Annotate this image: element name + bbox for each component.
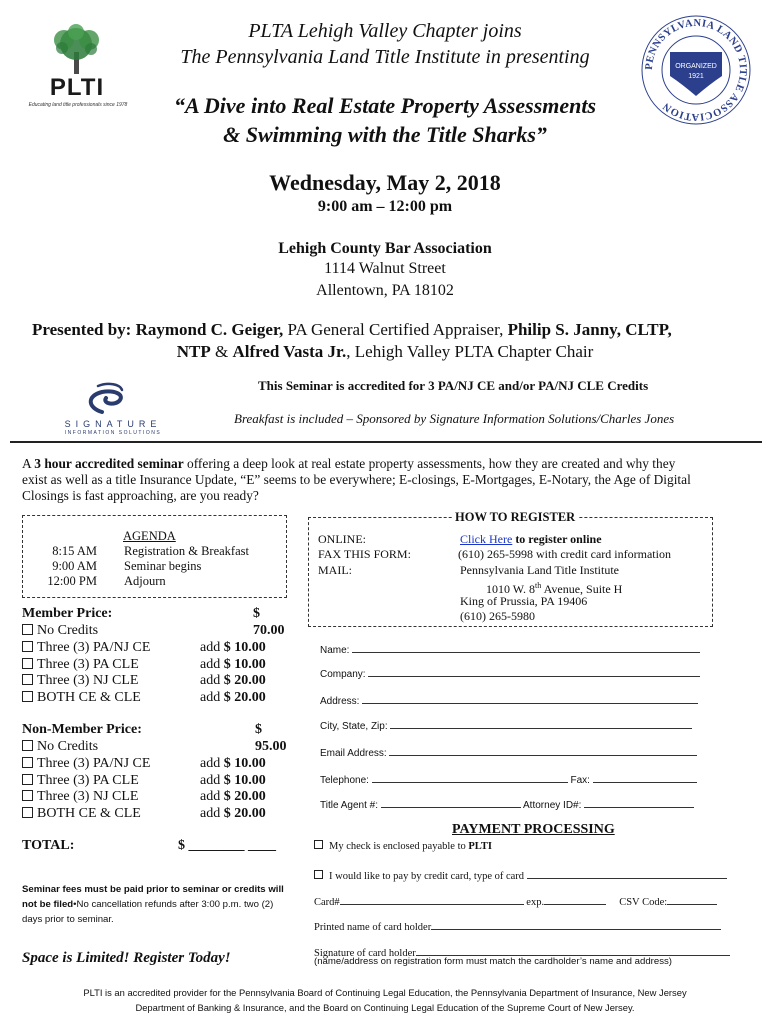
svg-text:1921: 1921 (688, 73, 704, 80)
presenter-2-name: Philip S. Janny, CLTP, (507, 320, 672, 339)
csv-label: CSV Code: (619, 897, 668, 908)
exp-field[interactable] (544, 892, 606, 905)
fees-note-bullet: • (73, 899, 77, 910)
plta-seal (640, 14, 752, 126)
option-label: Three (3) PA CLE (37, 772, 139, 788)
option-checkbox[interactable] (22, 740, 33, 751)
member-option[interactable] (22, 657, 282, 674)
company-field[interactable] (368, 664, 700, 677)
fees-note-bold: Seminar fees must be paid prior to seminar or credits will not be filed (22, 884, 284, 910)
online-label: ONLINE: (318, 532, 366, 546)
fees-note (22, 882, 284, 927)
card-number-label: Card# (314, 897, 340, 908)
agenda-time: 12:00 PM (47, 574, 97, 588)
check-checkbox[interactable] (314, 840, 323, 849)
telephone-label: Telephone: (320, 775, 369, 786)
seminar-title-1: “A Dive into Real Estate Property Assessments (173, 93, 597, 118)
footer-line1: PLTI is an accredited provider for the Pennsylvania Board of Continuing Legal Education, the Pennsylvania Department of Insurance, New Jersey (83, 987, 687, 998)
space-limited: Space is Limited! Register Today! (22, 950, 231, 966)
name-field[interactable] (352, 640, 700, 653)
event-date: Wednesday, May 2, 2018 (269, 170, 501, 195)
agenda-list (40, 544, 280, 589)
title-agent-label: Title Agent #: (320, 800, 378, 811)
mail-line-2: 1010 W. 8th Avenue, Suite H (486, 581, 623, 597)
option-price: add $ 20.00 (200, 789, 266, 805)
nonmember-option[interactable] (22, 739, 282, 756)
member-option[interactable] (22, 673, 282, 690)
presented-by-label: Presented by: (32, 320, 132, 339)
nonmember-option[interactable] (22, 773, 282, 790)
option-label: No Credits (37, 623, 99, 638)
nonmember-price: $ 95.00 (255, 722, 287, 754)
option-price: add $ 10.00 (200, 656, 266, 672)
credit-card-checkbox[interactable] (314, 870, 323, 879)
agenda-time: 9:00 AM (52, 559, 97, 573)
option-label: Three (3) NJ CLE (37, 789, 139, 805)
footer-line2: Department of Banking & Insurance, and the Board on Continuing Legal Education of the Supreme Court of New Jersey. (135, 1002, 635, 1013)
card-number-field[interactable] (340, 892, 524, 905)
option-label: Three (3) PA/NJ CE (37, 639, 151, 655)
city-label: City, State, Zip: (320, 721, 388, 732)
member-option[interactable] (22, 623, 282, 640)
nonmember-option[interactable] (22, 756, 282, 773)
cardholder-note: (name/address on registration form must match the cardholder’s name and address) (314, 956, 672, 967)
member-price: $ 70.00 (253, 606, 285, 638)
signature-label: Signature of card holder (314, 948, 416, 959)
option-label: BOTH CE & CLE (37, 806, 141, 822)
register-online-link[interactable]: Click Here (460, 532, 513, 546)
seal-icon (640, 14, 752, 126)
signature-logo (58, 382, 168, 442)
email-field[interactable] (389, 743, 697, 756)
mail-label: MAIL: (318, 562, 352, 577)
attorney-label: Attorney ID#: (523, 800, 582, 811)
option-label: Three (3) NJ CLE (37, 673, 139, 689)
presenter-3-name: Alfred Vasta Jr. (232, 342, 347, 361)
address-field[interactable] (362, 691, 698, 704)
intro-text1: offering a deep look at real estate property assessments, how they are created and why they (183, 456, 676, 471)
email-label: Email Address: (320, 748, 387, 759)
mail-line-3: King of Prussia, PA 19406 (460, 593, 588, 608)
address-label: Address: (320, 696, 360, 707)
option-label: No Credits (37, 739, 99, 754)
title-agent-field[interactable] (381, 795, 521, 808)
agenda-title: AGENDA (123, 529, 176, 543)
seminar-title-2: & Swimming with the Title Sharks” (223, 122, 547, 147)
nonmember-price-label: Non-Member Price: (22, 722, 142, 737)
fax-field-label: Fax: (570, 775, 590, 786)
total-label: TOTAL: (22, 838, 75, 853)
city-field[interactable] (390, 716, 692, 729)
option-price: add $ 20.00 (200, 806, 266, 822)
option-label: Three (3) PA/NJ CE (37, 755, 151, 771)
presenter-1-name: Raymond C. Geiger, (135, 320, 284, 339)
signature-logo-name: SIGNATURE (64, 419, 162, 429)
option-checkbox[interactable] (22, 790, 33, 801)
intro-paragraph (22, 456, 762, 504)
telephone-field[interactable] (372, 770, 568, 783)
presenter-3-title: , Lehigh Valley PLTA Chapter Chair (346, 342, 594, 361)
header-line1: PLTA Lehigh Valley Chapter joins (248, 20, 522, 42)
option-label: BOTH CE & CLE (37, 690, 141, 706)
option-checkbox[interactable] (22, 624, 33, 635)
presenter-1-title: PA General Certified Appraiser, (283, 320, 508, 339)
payment-title: PAYMENT PROCESSING (452, 822, 615, 837)
presenters-line1 (32, 320, 752, 340)
svg-text:PENNSYLVANIA LAND TITLE ASSOCI: PENNSYLVANIA LAND TITLE ASSOCIATION (643, 17, 749, 123)
presenter-amp: & (210, 342, 233, 361)
register-details (318, 532, 708, 624)
agenda-label: Registration & Breakfast (124, 544, 249, 558)
agenda-time: 8:15 AM (52, 544, 97, 558)
fax-field[interactable] (593, 770, 697, 783)
attorney-field[interactable] (584, 795, 694, 808)
option-price: add $ 10.00 (200, 755, 266, 771)
option-checkbox[interactable] (22, 641, 33, 652)
member-option[interactable] (22, 690, 282, 707)
svg-text:ORGANIZED: ORGANIZED (675, 63, 717, 70)
option-price: add $ 10.00 (200, 772, 266, 788)
presenters-line2 (0, 342, 770, 362)
agenda-item (40, 574, 280, 589)
member-price-label: Member Price: (22, 606, 113, 621)
check-payee: PLTI (468, 841, 492, 852)
intro-lead: A (22, 456, 35, 471)
intro-bold: 3 hour accredited seminar (34, 456, 184, 471)
check-text: My check is enclosed payable to (329, 841, 469, 852)
signature-swirl-icon (58, 382, 168, 418)
option-label: Three (3) PA CLE (37, 656, 139, 672)
option-checkbox[interactable] (22, 807, 33, 818)
option-checkbox[interactable] (22, 674, 33, 685)
fax-label: FAX THIS FORM: (318, 547, 411, 562)
plti-logo (22, 22, 132, 112)
plti-logo-text: PLTI (49, 74, 105, 101)
divider (10, 441, 762, 443)
printed-name-field[interactable] (431, 917, 721, 930)
option-checkbox[interactable] (22, 691, 33, 702)
card-type-field[interactable] (527, 866, 727, 879)
agenda-item (40, 544, 280, 559)
refund-note: No cancellation refunds after 3:00 p.m. two (2) days prior to seminar. (22, 899, 274, 925)
option-checkbox[interactable] (22, 757, 33, 768)
card-text: I would like to pay by credit card, type of card (329, 871, 525, 882)
printed-name-label: Printed name of card holder (314, 922, 432, 933)
accreditation-text: This Seminar is accredited for 3 PA/NJ CE and/or PA/NJ CLE Credits (258, 378, 649, 393)
presenter-2-cont: NTP (176, 342, 211, 361)
event-city: Allentown, PA 18102 (316, 282, 454, 299)
breakfast-text: Breakfast is included – Sponsored by Signature Information Solutions/Charles Jones (234, 411, 675, 426)
mail-line-1: Pennsylvania Land Title Institute (460, 562, 619, 577)
event-street: 1114 Walnut Street (324, 260, 446, 277)
agenda-label: Adjourn (124, 574, 166, 588)
online-text: to register online (512, 532, 602, 546)
exp-label: exp. (526, 897, 545, 908)
signature-field[interactable] (416, 943, 730, 956)
nonmember-option[interactable] (22, 806, 282, 823)
option-checkbox[interactable] (22, 774, 33, 785)
option-checkbox[interactable] (22, 658, 33, 669)
event-time: 9:00 am – 12:00 pm (317, 198, 453, 215)
company-label: Company: (320, 669, 366, 680)
plti-tagline: Educating land title professionals since 1978 (28, 102, 128, 108)
csv-field[interactable] (667, 892, 717, 905)
mail-line-4: (610) 265-5980 (460, 608, 535, 623)
signature-logo-sub: INFORMATION SOLUTIONS (64, 430, 162, 436)
fax-text: (610) 265-5998 with credit card information (458, 547, 671, 562)
header-line2: The Pennsylvania Land Title Institute in presenting (180, 46, 590, 68)
total-value[interactable]: $ ________ ____ (178, 838, 276, 853)
register-title (452, 510, 578, 525)
option-price: add $ 20.00 (200, 673, 266, 689)
intro-line3: Closings is fast approaching, are you ready? (22, 488, 259, 503)
intro-line2: exist as well as a title Insurance Update, “E” seems to be everywhere; E-closings, E-Mortgages, E-Notary, the Age of Digital (22, 472, 691, 487)
member-option[interactable] (22, 640, 282, 657)
option-price: add $ 20.00 (200, 690, 266, 706)
option-price: add $ 10.00 (200, 639, 266, 655)
agenda-label: Seminar begins (124, 559, 202, 573)
nonmember-price-section (22, 722, 287, 823)
member-price-section (22, 606, 285, 707)
register-title-text: HOW TO REGISTER (455, 510, 576, 524)
agenda-item (40, 559, 280, 574)
nonmember-option[interactable] (22, 789, 282, 806)
event-venue: Lehigh County Bar Association (278, 240, 492, 257)
name-label: Name: (320, 645, 350, 656)
